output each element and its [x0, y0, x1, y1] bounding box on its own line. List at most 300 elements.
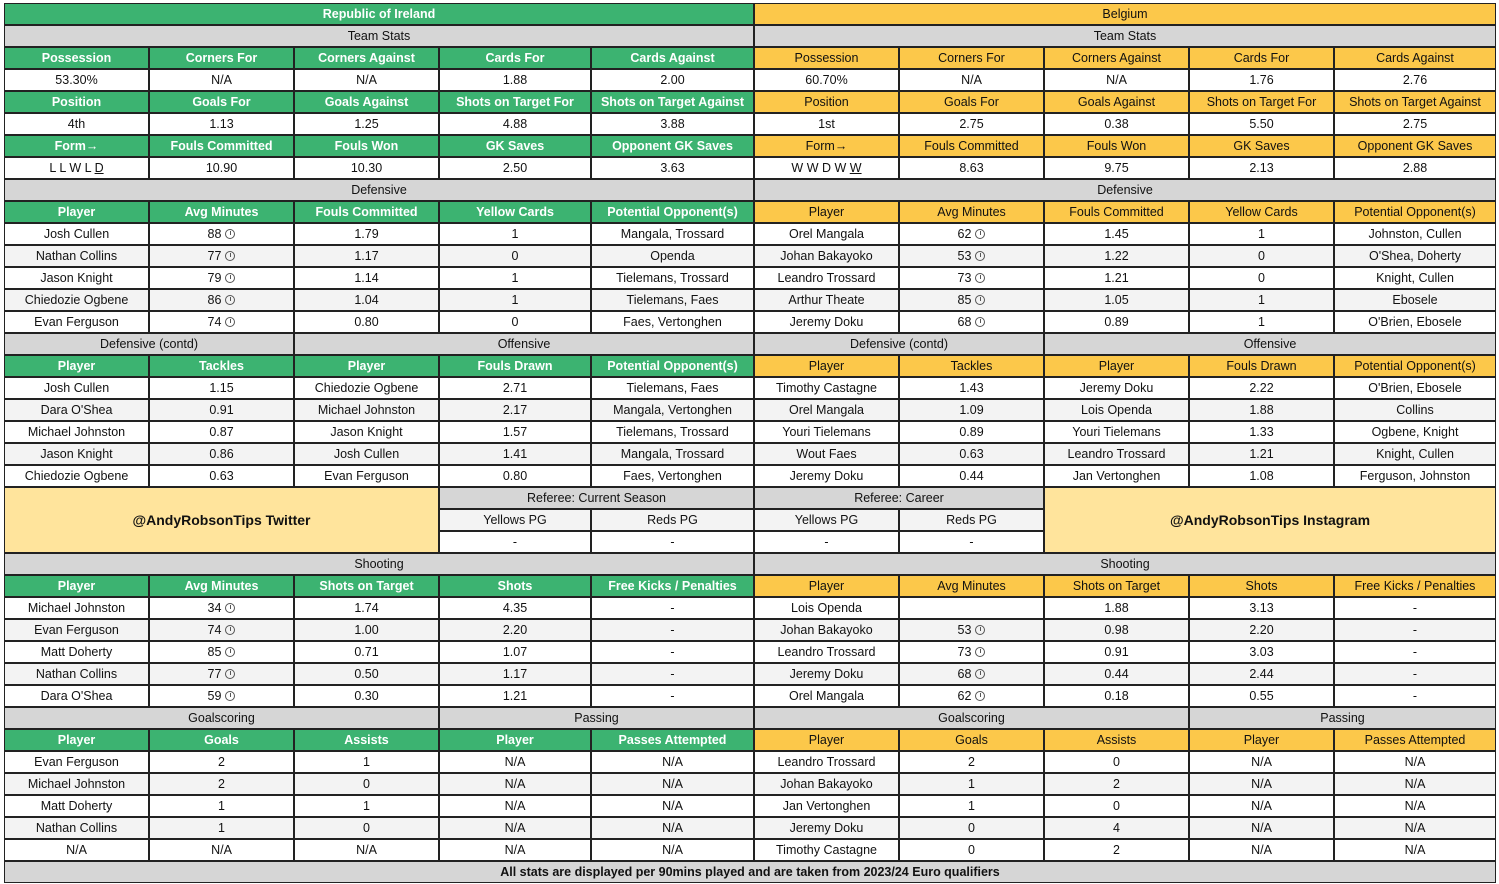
bel-shooting-cell: 0.55	[1189, 685, 1334, 707]
ire-defensive-cell	[149, 267, 294, 289]
ire-shooting-cell: 1.17	[439, 663, 591, 685]
bel-defensive-header: Yellow Cards	[1189, 201, 1334, 223]
bel-defensive-cell: 0	[1189, 245, 1334, 267]
bel-passing-cell: N/A	[1189, 817, 1334, 839]
ire-stat-header: Cards For	[439, 47, 591, 69]
bel-offensive-header: Player	[1044, 355, 1189, 377]
bel-offensive-header: Fouls Drawn	[1189, 355, 1334, 377]
referee-value: -	[591, 531, 754, 553]
stopwatch-icon	[975, 317, 985, 327]
ire-defensive-cell: Tielemans, Trossard	[591, 267, 754, 289]
referee-header: Reds PG	[899, 509, 1044, 531]
bel-shooting-cell	[899, 685, 1044, 707]
ire-shooting-cell	[149, 663, 294, 685]
avg-minutes-value: 73	[957, 271, 972, 285]
ire-offensive-cell: 2.71	[439, 377, 591, 399]
bel-stat-header: Fouls Won	[1044, 135, 1189, 157]
ire-passing-cell: N/A	[591, 751, 754, 773]
bel-def-contd-cell: Timothy Castagne	[754, 377, 899, 399]
avg-minutes-value: 85	[957, 293, 972, 307]
bel-goalscoring-cell: 2	[899, 751, 1044, 773]
stopwatch-icon	[225, 691, 235, 701]
twitter-handle: @AndyRobsonTips Twitter	[4, 487, 439, 553]
referee-value: -	[754, 531, 899, 553]
ire-defensive-cell: 1	[439, 223, 591, 245]
avg-minutes-value: 34	[207, 601, 222, 615]
ire-def-contd-cell: Josh Cullen	[4, 377, 149, 399]
ire-goalscoring-title: Goalscoring	[4, 707, 439, 729]
ire-stat-header: Shots on Target For	[439, 91, 591, 113]
bel-offensive-cell: Ferguson, Johnston	[1334, 465, 1496, 487]
bel-passing-header: Passes Attempted	[1334, 729, 1496, 751]
ire-goalscoring-cell: 1	[149, 795, 294, 817]
ire-goalscoring-header: Goals	[149, 729, 294, 751]
avg-minutes-value: 79	[207, 271, 222, 285]
bel-stat-value: 2.88	[1334, 157, 1496, 179]
bel-stat-value: N/A	[1044, 69, 1189, 91]
bel-shooting-cell: 3.13	[1189, 597, 1334, 619]
bel-defensive-cell: 1	[1189, 223, 1334, 245]
ire-def-contd-cell: 0.63	[149, 465, 294, 487]
bel-stat-header: Goals Against	[1044, 91, 1189, 113]
ire-stat-header: Form→	[4, 135, 149, 157]
bel-shooting-header: Avg Minutes	[899, 575, 1044, 597]
bel-stat-header: Cards Against	[1334, 47, 1496, 69]
ire-goalscoring-cell: Matt Doherty	[4, 795, 149, 817]
ire-shooting-header: Player	[4, 575, 149, 597]
bel-goalscoring-cell: Johan Bakayoko	[754, 773, 899, 795]
bel-stat-header: Fouls Committed	[899, 135, 1044, 157]
bel-goalscoring-cell: 2	[1044, 773, 1189, 795]
bel-offensive-header: Potential Opponent(s)	[1334, 355, 1496, 377]
bel-goalscoring-cell: Leandro Trossard	[754, 751, 899, 773]
ire-offensive-cell: Michael Johnston	[294, 399, 439, 421]
bel-defensive-cell: 0	[1189, 267, 1334, 289]
bel-stat-value: 1st	[754, 113, 899, 135]
ire-stat-header: Cards Against	[591, 47, 754, 69]
ire-goalscoring-cell: 0	[294, 773, 439, 795]
ire-shooting-header: Shots	[439, 575, 591, 597]
bel-passing-cell: N/A	[1189, 751, 1334, 773]
bel-defensive-header: Fouls Committed	[1044, 201, 1189, 223]
form-results: W W D W	[791, 161, 850, 175]
bel-defensive-cell	[899, 267, 1044, 289]
bel-offensive-cell: Jan Vertonghen	[1044, 465, 1189, 487]
ire-stat-header: Position	[4, 91, 149, 113]
stopwatch-icon	[225, 625, 235, 635]
bel-defensive-cell: 1.21	[1044, 267, 1189, 289]
bel-shooting-cell: Johan Bakayoko	[754, 619, 899, 641]
ire-stat-header: Corners Against	[294, 47, 439, 69]
ire-stat-value: 10.90	[149, 157, 294, 179]
bel-offensive-cell: Leandro Trossard	[1044, 443, 1189, 465]
ire-goalscoring-cell: Michael Johnston	[4, 773, 149, 795]
avg-minutes-value: 53	[957, 623, 972, 637]
ire-defensive-cell: Josh Cullen	[4, 223, 149, 245]
bel-goalscoring-cell: 1	[899, 795, 1044, 817]
bel-team-name: Belgium	[754, 3, 1496, 25]
ire-shooting-cell: 4.35	[439, 597, 591, 619]
form-latest: D	[94, 161, 104, 175]
bel-def-contd-title: Defensive (contd)	[754, 333, 1044, 355]
bel-defensive-header: Player	[754, 201, 899, 223]
bel-def-contd-cell: 0.63	[899, 443, 1044, 465]
ire-shooting-cell: 0.71	[294, 641, 439, 663]
bel-defensive-cell: Johnston, Cullen	[1334, 223, 1496, 245]
bel-shooting-cell: 0.91	[1044, 641, 1189, 663]
bel-offensive-cell: Jeremy Doku	[1044, 377, 1189, 399]
ire-goalscoring-cell: N/A	[294, 839, 439, 861]
bel-stat-value: 5.50	[1189, 113, 1334, 135]
ire-def-contd-cell: Chiedozie Ogbene	[4, 465, 149, 487]
ire-offensive-cell: Faes, Vertonghen	[591, 465, 754, 487]
bel-defensive-cell: Ebosele	[1334, 289, 1496, 311]
ire-stat-value: 3.63	[591, 157, 754, 179]
stopwatch-icon	[975, 669, 985, 679]
ire-defensive-cell: Evan Ferguson	[4, 311, 149, 333]
bel-stat-header: Corners For	[899, 47, 1044, 69]
ire-goalscoring-header: Assists	[294, 729, 439, 751]
ire-defensive-cell	[149, 311, 294, 333]
bel-offensive-cell: Lois Openda	[1044, 399, 1189, 421]
ire-defensive-cell: Faes, Vertonghen	[591, 311, 754, 333]
bel-form	[754, 157, 899, 179]
ire-goalscoring-cell: 2	[149, 751, 294, 773]
ire-defensive-cell	[149, 289, 294, 311]
ire-offensive-cell: Mangala, Trossard	[591, 443, 754, 465]
bel-stat-value: 2.75	[1334, 113, 1496, 135]
stopwatch-icon	[225, 229, 235, 239]
bel-goalscoring-cell: 1	[899, 773, 1044, 795]
referee-career-title: Referee: Career	[754, 487, 1044, 509]
ire-shooting-cell: 1.00	[294, 619, 439, 641]
ire-shooting-cell: Nathan Collins	[4, 663, 149, 685]
ire-offensive-cell: Tielemans, Faes	[591, 377, 754, 399]
bel-goalscoring-cell: Jeremy Doku	[754, 817, 899, 839]
bel-stat-header: Possession	[754, 47, 899, 69]
ire-defensive-header: Yellow Cards	[439, 201, 591, 223]
avg-minutes-value: 74	[207, 315, 222, 329]
ire-defensive-cell: Jason Knight	[4, 267, 149, 289]
bel-goalscoring-header: Player	[754, 729, 899, 751]
bel-goalscoring-cell: 0	[1044, 751, 1189, 773]
bel-passing-cell: N/A	[1334, 817, 1496, 839]
ire-defensive-header: Avg Minutes	[149, 201, 294, 223]
stopwatch-icon	[225, 251, 235, 261]
bel-shooting-cell: -	[1334, 663, 1496, 685]
ire-shooting-cell: 2.20	[439, 619, 591, 641]
bel-stat-value: 60.70%	[754, 69, 899, 91]
bel-shooting-cell: -	[1334, 619, 1496, 641]
ire-passing-cell: N/A	[439, 839, 591, 861]
ire-offensive-header: Fouls Drawn	[439, 355, 591, 377]
ire-offensive-header: Player	[294, 355, 439, 377]
bel-def-contd-cell: 0.44	[899, 465, 1044, 487]
bel-defensive-cell: O'Brien, Ebosele	[1334, 311, 1496, 333]
stopwatch-icon	[975, 625, 985, 635]
ire-defensive-cell: 0	[439, 311, 591, 333]
stopwatch-icon	[225, 603, 235, 613]
ire-offensive-cell: 2.17	[439, 399, 591, 421]
bel-def-contd-cell: Wout Faes	[754, 443, 899, 465]
avg-minutes-value: 77	[207, 667, 222, 681]
ire-stat-value: 4th	[4, 113, 149, 135]
ire-defensive-cell: 1.14	[294, 267, 439, 289]
bel-shooting-cell: Leandro Trossard	[754, 641, 899, 663]
stopwatch-icon	[225, 317, 235, 327]
ire-defensive-cell: Mangala, Trossard	[591, 223, 754, 245]
bel-defensive-cell	[899, 311, 1044, 333]
ire-stat-header: Shots on Target Against	[591, 91, 754, 113]
ire-defensive-cell: Chiedozie Ogbene	[4, 289, 149, 311]
bel-team-stats-title: Team Stats	[754, 25, 1496, 47]
bel-stat-value: 2.76	[1334, 69, 1496, 91]
form-latest: W	[849, 161, 862, 175]
bel-offensive-cell: 1.33	[1189, 421, 1334, 443]
stopwatch-icon	[225, 295, 235, 305]
bel-defensive-cell: Knight, Cullen	[1334, 267, 1496, 289]
bel-offensive-cell: Knight, Cullen	[1334, 443, 1496, 465]
ire-def-contd-cell: Dara O'Shea	[4, 399, 149, 421]
ire-def-contd-header: Player	[4, 355, 149, 377]
bel-def-contd-cell: Youri Tielemans	[754, 421, 899, 443]
ire-shooting-header: Avg Minutes	[149, 575, 294, 597]
ire-stat-value: 53.30%	[4, 69, 149, 91]
bel-shooting-cell	[899, 641, 1044, 663]
ire-shooting-cell: 0.30	[294, 685, 439, 707]
ire-goalscoring-cell: 1	[149, 817, 294, 839]
ire-stat-value: 1.25	[294, 113, 439, 135]
bel-stat-value: N/A	[899, 69, 1044, 91]
referee-header: Yellows PG	[439, 509, 591, 531]
bel-shooting-title: Shooting	[754, 553, 1496, 575]
bel-goalscoring-cell: 0	[899, 817, 1044, 839]
ire-offensive-cell: Mangala, Vertonghen	[591, 399, 754, 421]
ire-offensive-cell: 1.57	[439, 421, 591, 443]
ire-def-contd-cell: 1.15	[149, 377, 294, 399]
bel-shooting-cell	[899, 597, 1044, 619]
bel-stat-header: Form→	[754, 135, 899, 157]
ire-def-contd-cell: Jason Knight	[4, 443, 149, 465]
bel-shooting-cell: Orel Mangala	[754, 685, 899, 707]
bel-goalscoring-cell: 2	[1044, 839, 1189, 861]
ire-stat-value: 2.50	[439, 157, 591, 179]
bel-defensive-header: Potential Opponent(s)	[1334, 201, 1496, 223]
bel-defensive-cell: 1.05	[1044, 289, 1189, 311]
avg-minutes-value: 53	[957, 249, 972, 263]
referee-header: Reds PG	[591, 509, 754, 531]
bel-passing-cell: N/A	[1334, 751, 1496, 773]
ire-def-contd-cell: 0.87	[149, 421, 294, 443]
bel-defensive-header: Avg Minutes	[899, 201, 1044, 223]
bel-stat-value: 1.76	[1189, 69, 1334, 91]
bel-shooting-cell: 0.98	[1044, 619, 1189, 641]
avg-minutes-value: 59	[207, 689, 222, 703]
bel-offensive-cell: 1.21	[1189, 443, 1334, 465]
ire-defensive-cell: 0.80	[294, 311, 439, 333]
avg-minutes-value: 74	[207, 623, 222, 637]
ire-goalscoring-cell: Evan Ferguson	[4, 751, 149, 773]
bel-passing-title: Passing	[1189, 707, 1496, 729]
bel-passing-cell: N/A	[1189, 839, 1334, 861]
bel-stat-value: 2.75	[899, 113, 1044, 135]
ire-shooting-cell: Evan Ferguson	[4, 619, 149, 641]
bel-def-contd-header: Tackles	[899, 355, 1044, 377]
bel-defensive-cell: 1.22	[1044, 245, 1189, 267]
bel-defensive-cell: Arthur Theate	[754, 289, 899, 311]
ire-stat-value: N/A	[149, 69, 294, 91]
referee-header: Yellows PG	[754, 509, 899, 531]
stopwatch-icon	[975, 691, 985, 701]
ire-shooting-cell	[149, 641, 294, 663]
stopwatch-icon	[975, 273, 985, 283]
ire-goalscoring-cell: N/A	[4, 839, 149, 861]
avg-minutes-value: 62	[957, 689, 972, 703]
stopwatch-icon	[225, 669, 235, 679]
ire-defensive-header: Potential Opponent(s)	[591, 201, 754, 223]
ire-shooting-cell	[149, 685, 294, 707]
bel-def-contd-cell: Jeremy Doku	[754, 465, 899, 487]
bel-offensive-cell: Collins	[1334, 399, 1496, 421]
bel-shooting-header: Player	[754, 575, 899, 597]
bel-passing-header: Player	[1189, 729, 1334, 751]
bel-shooting-cell: 0.44	[1044, 663, 1189, 685]
bel-stat-header: Shots on Target For	[1189, 91, 1334, 113]
bel-stat-header: GK Saves	[1189, 135, 1334, 157]
ire-def-contd-title: Defensive (contd)	[4, 333, 294, 355]
ire-passing-cell: N/A	[439, 795, 591, 817]
ire-defensive-cell: 1	[439, 267, 591, 289]
ire-shooting-cell: Dara O'Shea	[4, 685, 149, 707]
ire-stat-header: GK Saves	[439, 135, 591, 157]
ire-offensive-cell: Chiedozie Ogbene	[294, 377, 439, 399]
bel-passing-cell: N/A	[1334, 839, 1496, 861]
bel-shooting-cell: -	[1334, 685, 1496, 707]
ire-shooting-cell: Michael Johnston	[4, 597, 149, 619]
bel-goalscoring-cell: 0	[1044, 795, 1189, 817]
bel-shooting-cell	[899, 663, 1044, 685]
bel-shooting-cell: 1.88	[1044, 597, 1189, 619]
ire-goalscoring-header: Player	[4, 729, 149, 751]
avg-minutes-value: 68	[957, 667, 972, 681]
ire-shooting-cell: -	[591, 641, 754, 663]
ire-stat-value: N/A	[294, 69, 439, 91]
bel-stat-value: 9.75	[1044, 157, 1189, 179]
ire-passing-cell: N/A	[591, 795, 754, 817]
bel-shooting-cell: Lois Openda	[754, 597, 899, 619]
bel-shooting-cell: 3.03	[1189, 641, 1334, 663]
ire-passing-title: Passing	[439, 707, 754, 729]
bel-shooting-header: Shots	[1189, 575, 1334, 597]
ire-shooting-header: Shots on Target	[294, 575, 439, 597]
bel-def-contd-cell: Orel Mangala	[754, 399, 899, 421]
bel-defensive-cell: Leandro Trossard	[754, 267, 899, 289]
ire-shooting-cell: Matt Doherty	[4, 641, 149, 663]
ire-defensive-cell: 0	[439, 245, 591, 267]
ire-stat-header: Goals Against	[294, 91, 439, 113]
stopwatch-icon	[975, 295, 985, 305]
bel-passing-cell: N/A	[1334, 795, 1496, 817]
bel-shooting-cell: 2.44	[1189, 663, 1334, 685]
bel-stat-header: Position	[754, 91, 899, 113]
ire-shooting-title: Shooting	[4, 553, 754, 575]
bel-defensive-cell	[899, 245, 1044, 267]
ire-team-stats-title: Team Stats	[4, 25, 754, 47]
ire-defensive-cell: 1	[439, 289, 591, 311]
bel-shooting-cell: 2.20	[1189, 619, 1334, 641]
ire-shooting-cell: 1.21	[439, 685, 591, 707]
stopwatch-icon	[975, 229, 985, 239]
stopwatch-icon	[975, 251, 985, 261]
ire-form	[4, 157, 149, 179]
ire-shooting-cell: 1.07	[439, 641, 591, 663]
ire-defensive-header: Fouls Committed	[294, 201, 439, 223]
avg-minutes-value: 77	[207, 249, 222, 263]
ire-goalscoring-cell: 2	[149, 773, 294, 795]
ire-offensive-cell: Jason Knight	[294, 421, 439, 443]
ire-goalscoring-cell: 1	[294, 751, 439, 773]
bel-defensive-cell: Jeremy Doku	[754, 311, 899, 333]
bel-passing-cell: N/A	[1189, 773, 1334, 795]
footer-note: All stats are displayed per 90mins played and are taken from 2023/24 Euro qualifiers	[4, 861, 1496, 883]
bel-shooting-cell: -	[1334, 641, 1496, 663]
referee-value: -	[439, 531, 591, 553]
ire-stat-header: Goals For	[149, 91, 294, 113]
bel-defensive-cell	[899, 289, 1044, 311]
ire-passing-cell: N/A	[591, 839, 754, 861]
bel-defensive-cell: Johan Bakayoko	[754, 245, 899, 267]
ire-passing-cell: N/A	[439, 773, 591, 795]
ire-goalscoring-cell: N/A	[149, 839, 294, 861]
ire-shooting-cell: -	[591, 597, 754, 619]
bel-goalscoring-cell: 4	[1044, 817, 1189, 839]
ire-goalscoring-cell: 0	[294, 817, 439, 839]
ire-offensive-cell: Tielemans, Trossard	[591, 421, 754, 443]
ire-stat-value: 3.88	[591, 113, 754, 135]
bel-defensive-cell: 1	[1189, 289, 1334, 311]
bel-stat-value: 2.13	[1189, 157, 1334, 179]
bel-defensive-cell: 0.89	[1044, 311, 1189, 333]
bel-offensive-cell: 1.88	[1189, 399, 1334, 421]
ire-stat-value: 4.88	[439, 113, 591, 135]
ire-goalscoring-cell: Nathan Collins	[4, 817, 149, 839]
ire-goalscoring-cell: 1	[294, 795, 439, 817]
avg-minutes-value: 88	[207, 227, 222, 241]
bel-def-contd-cell: 1.43	[899, 377, 1044, 399]
ire-shooting-cell: -	[591, 619, 754, 641]
ire-defensive-title: Defensive	[4, 179, 754, 201]
ire-stat-header: Opponent GK Saves	[591, 135, 754, 157]
ire-defensive-cell: 1.04	[294, 289, 439, 311]
ire-def-contd-cell: 0.86	[149, 443, 294, 465]
bel-stat-header: Corners Against	[1044, 47, 1189, 69]
bel-offensive-cell: 2.22	[1189, 377, 1334, 399]
bel-defensive-cell: O'Shea, Doherty	[1334, 245, 1496, 267]
ire-passing-cell: N/A	[591, 817, 754, 839]
ire-defensive-cell: 1.17	[294, 245, 439, 267]
ire-stat-value: 2.00	[591, 69, 754, 91]
ire-passing-cell: N/A	[591, 773, 754, 795]
stopwatch-icon	[225, 647, 235, 657]
bel-shooting-header: Free Kicks / Penalties	[1334, 575, 1496, 597]
ire-def-contd-header: Tackles	[149, 355, 294, 377]
bel-def-contd-header: Player	[754, 355, 899, 377]
bel-stat-value: 8.63	[899, 157, 1044, 179]
bel-goalscoring-header: Assists	[1044, 729, 1189, 751]
ire-passing-cell: N/A	[439, 817, 591, 839]
bel-offensive-cell: 1.08	[1189, 465, 1334, 487]
bel-stat-header: Cards For	[1189, 47, 1334, 69]
